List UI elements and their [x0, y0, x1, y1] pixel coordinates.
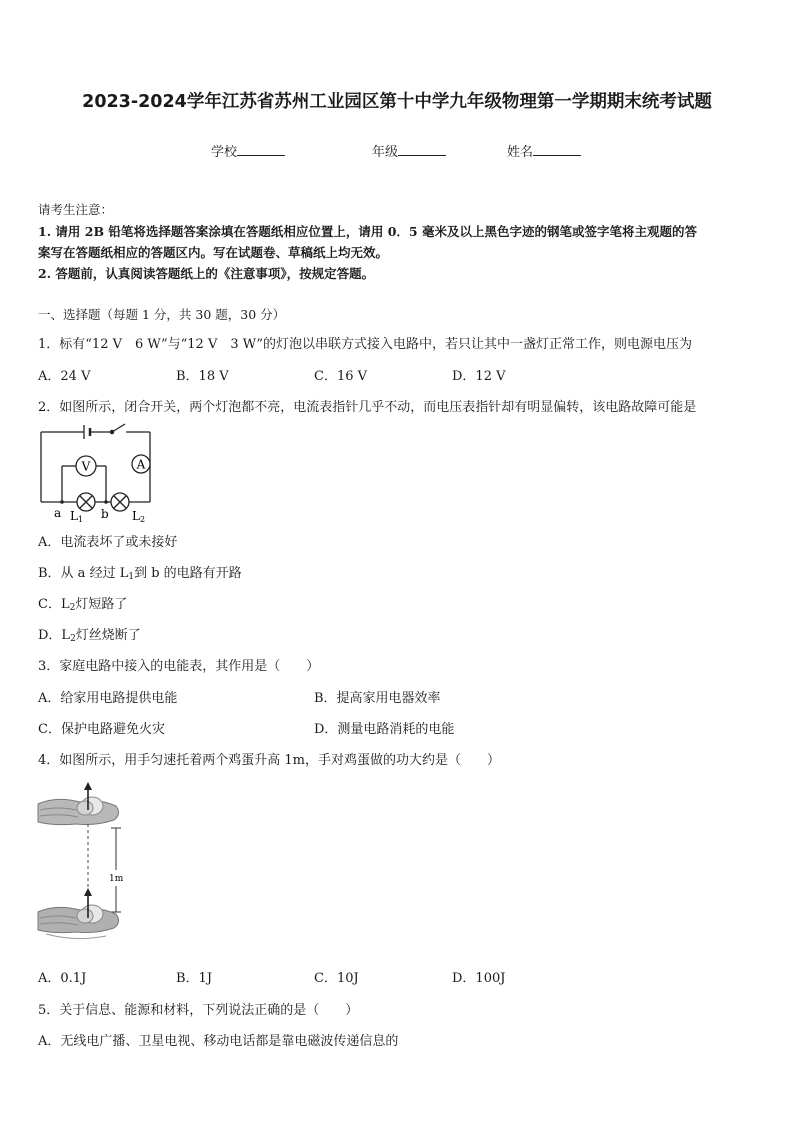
q2-option-b-pre: B．从 a 经过 L: [38, 566, 129, 581]
q5-text: 5．关于信息、能源和材料，下列说法正确的是（ ）: [38, 1003, 359, 1018]
q4-eggs-figure: [36, 780, 136, 950]
notice-item2: 2. 答题前，认真阅读答题纸上的《注意事项》，按规定答题。: [38, 266, 375, 281]
grade-blank: [398, 143, 446, 156]
q3-option-b: B．提高家用电器效率: [314, 691, 441, 706]
q2-option-d-sub: 2: [70, 634, 76, 644]
section1-heading: 一、选择题（每题 1 分，共 30 题，30 分）: [38, 307, 286, 322]
q4-option-b: B．1J: [176, 971, 213, 986]
q3-option-a: A．给家用电路提供电能: [38, 691, 178, 706]
q4-text: 4．如图所示，用手匀速托着两个鸡蛋升高 1m，手对鸡蛋做的功大约是（ ）: [38, 753, 501, 768]
q2-option-c-pre: C．L: [38, 597, 70, 612]
notice-item1-line1: 1. 请用 2B 铅笔将选择题答案涂填在答题纸相应位置上，请用 0．5 毫米及以上黑色字迹的钢笔或签字笔将主观题的答: [38, 224, 697, 239]
node-a: [60, 500, 64, 504]
q2-option-a: A．电流表坏了或未接好: [38, 535, 178, 550]
node-b: [104, 500, 108, 504]
q1-text: 1．标有“12 V 6 W”与“12 V 3 W”的灯泡以串联方式接入电路中，若只让其中一盏灯正常工作，则电源电压为: [38, 337, 692, 352]
q2-option-c: [38, 593, 760, 613]
lamp2-label: L2: [132, 509, 146, 524]
school-blank: [237, 143, 285, 156]
q2-option-d-post: 灯丝烧断了: [75, 628, 141, 643]
q2-option-b: [38, 562, 760, 582]
q3-text: 3．家庭电路中接入的电能表，其作用是（ ）: [38, 659, 320, 674]
grade-field: [372, 141, 446, 160]
name-field: [507, 141, 581, 160]
lower-arrow-head: [84, 888, 92, 896]
school-label: 学校: [211, 145, 238, 160]
q2-option-d: [38, 624, 760, 644]
ammeter-label: A: [136, 457, 146, 472]
q4-option-a: A．0.1J: [38, 971, 87, 986]
q1-option-c: C．16 V: [314, 369, 368, 384]
notice-item1-line2: 案写在答题纸相应的答题区内。写在试题卷、草稿纸上均无效。: [38, 245, 389, 260]
q2-circuit-diagram: [36, 418, 156, 524]
name-blank: [533, 143, 581, 156]
lamp1-label: L1: [70, 509, 84, 524]
q1-option-a: A．24 V: [38, 369, 91, 384]
upper-hand: [38, 797, 119, 825]
grade-label: 年级: [372, 145, 399, 160]
upper-arrow-head: [84, 782, 92, 790]
q4-option-c: C．10J: [314, 971, 359, 986]
q2-option-b-sub: 1: [128, 572, 135, 582]
page-title: 2023-2024学年江苏省苏州工业园区第十中学九年级物理第一学期期末统考试题: [82, 92, 712, 112]
q3-option-c: C．保护电路避免火灾: [38, 722, 165, 737]
q2-option-d-pre: D．L: [38, 628, 71, 643]
q1-option-b: B．18 V: [176, 369, 229, 384]
q2-option-b-post: 到 b 的电路有开路: [134, 566, 242, 581]
name-label: 姓名: [507, 145, 534, 160]
q5-option-a: A．无线电广播、卫星电视、移动电话都是靠电磁波传递信息的: [38, 1034, 399, 1049]
switch-blade: [112, 424, 125, 432]
voltmeter-label: V: [81, 459, 91, 474]
q2-text: 2．如图所示，闭合开关，两个灯泡都不亮，电流表指针几乎不动，而电压表指针却有明显偏转，该电路故障可能是: [38, 400, 697, 415]
notice-heading: 请考生注意：: [38, 202, 114, 217]
q3-option-d: D．测量电路消耗的电能: [314, 722, 455, 737]
lower-hand: [38, 905, 119, 939]
height-label: 1m: [109, 874, 124, 884]
q4-option-d: D．100J: [452, 971, 506, 986]
q2-option-c-sub: 2: [69, 603, 76, 613]
q1-option-d: D．12 V: [452, 369, 506, 384]
school-field: [211, 141, 285, 160]
q2-option-c-post: 灯短路了: [75, 597, 128, 612]
point-b-label: b: [101, 507, 109, 521]
point-a-label: a: [54, 506, 62, 520]
